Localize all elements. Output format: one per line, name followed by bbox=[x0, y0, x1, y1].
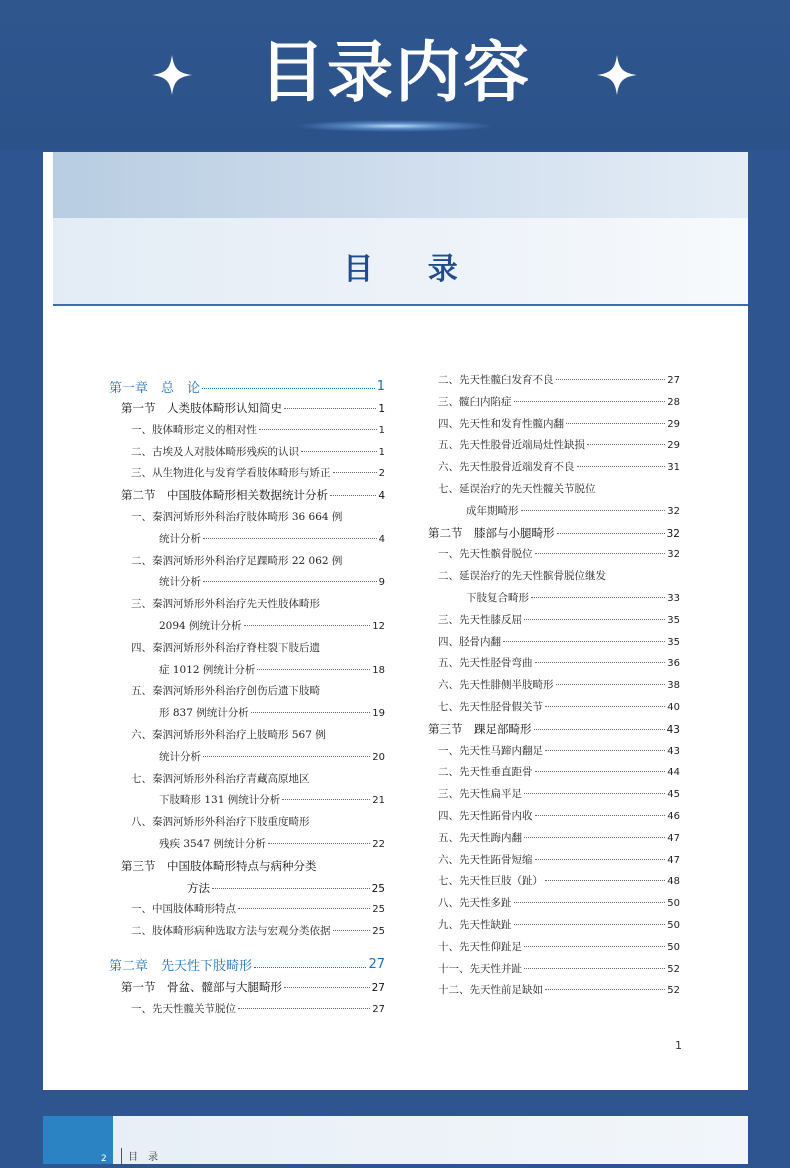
toc-entry[interactable] bbox=[109, 509, 385, 531]
toc-entry-title: 第一节 骨盆、髋部与大腿畸形 bbox=[121, 979, 282, 994]
toc-entry[interactable] bbox=[416, 982, 680, 1004]
dot-leader bbox=[514, 400, 666, 402]
dot-leader bbox=[503, 640, 665, 642]
toc-entry-title: 方法 bbox=[187, 880, 210, 895]
toc-entry-page: 27 bbox=[667, 375, 680, 386]
toc-heading: 目 录 bbox=[343, 252, 480, 287]
toc-entry[interactable] bbox=[416, 394, 680, 416]
toc-entry-title: 二、延误治疗的先天性髌骨脱位继发 bbox=[438, 570, 606, 583]
dot-leader bbox=[566, 422, 665, 424]
toc-entry[interactable] bbox=[109, 771, 385, 793]
dot-leader bbox=[259, 428, 377, 430]
header-band bbox=[53, 152, 748, 218]
dot-leader bbox=[577, 465, 666, 467]
toc-entry-title: 残疾 3547 例统计分析 bbox=[159, 837, 266, 850]
toc-entry[interactable] bbox=[416, 612, 680, 634]
toc-entry-page: 32 bbox=[667, 549, 680, 561]
dot-leader bbox=[535, 814, 666, 816]
dot-leader bbox=[524, 967, 665, 969]
toc-entry-page: 29 bbox=[667, 440, 680, 452]
toc-entry-page: 50 bbox=[667, 919, 680, 931]
dot-leader bbox=[534, 728, 665, 730]
toc-entry[interactable] bbox=[416, 786, 680, 808]
toc-entry-title: 二、先天性髋臼发育不良 bbox=[438, 374, 554, 386]
dot-leader bbox=[284, 407, 376, 409]
toc-entry-page: 25 bbox=[371, 882, 385, 895]
toc-entry-title: 十、先天性仰趾足 bbox=[438, 940, 522, 953]
toc-entry[interactable] bbox=[416, 481, 680, 503]
toc-entry-page: 50 bbox=[667, 898, 680, 910]
toc-entry-page: 18 bbox=[372, 664, 385, 676]
toc-entry-title: 八、秦泗河矫形外科治疗下肢重度畸形 bbox=[131, 816, 310, 829]
toc-entry-page: 47 bbox=[667, 832, 680, 844]
toc-page bbox=[43, 152, 748, 1090]
toc-entry-title: 第二章 先天性下肢畸形 bbox=[109, 959, 253, 975]
toc-entry[interactable] bbox=[109, 574, 385, 596]
dot-leader bbox=[244, 624, 371, 626]
toc-entry-title: 四、胫骨内翻 bbox=[438, 635, 501, 648]
toc-entry[interactable] bbox=[416, 416, 680, 438]
toc-entry-page: 25 bbox=[372, 926, 385, 938]
toc-entry[interactable] bbox=[109, 444, 385, 466]
dot-leader bbox=[556, 683, 666, 685]
toc-entry-title: 七、延误治疗的先天性髋关节脱位 bbox=[438, 482, 596, 495]
dot-leader bbox=[524, 618, 665, 620]
dot-leader bbox=[257, 668, 370, 670]
dot-leader bbox=[535, 552, 666, 554]
toc-entry-page: 21 bbox=[372, 795, 385, 807]
toc-entry-title: 第一节 人类肢体畸形认知简史 bbox=[121, 401, 282, 415]
toc-entry-page: 31 bbox=[667, 462, 680, 474]
dot-leader bbox=[268, 842, 370, 844]
toc-entry-title: 形 837 例统计分析 bbox=[159, 707, 249, 720]
toc-entry-page: 25 bbox=[372, 904, 385, 916]
dot-leader bbox=[545, 749, 665, 751]
banner-title: 目录内容 bbox=[259, 34, 531, 111]
toc-entry-page: 43 bbox=[666, 723, 680, 736]
toc-section[interactable] bbox=[416, 721, 680, 743]
dot-leader bbox=[301, 450, 377, 452]
dot-leader bbox=[514, 923, 666, 925]
toc-entry-title: 一、中国肢体畸形特点 bbox=[131, 903, 236, 916]
toc-entry[interactable] bbox=[416, 852, 680, 874]
toc-entry-page: 12 bbox=[372, 620, 385, 632]
dot-leader bbox=[545, 705, 665, 707]
next-page-number: 2 bbox=[101, 1154, 107, 1164]
toc-entry[interactable] bbox=[416, 459, 680, 481]
dot-leader bbox=[535, 770, 666, 772]
toc-entry[interactable] bbox=[416, 503, 680, 525]
sparkle-icon bbox=[597, 55, 637, 95]
toc-entry-page: 4 bbox=[378, 490, 385, 503]
toc-section[interactable] bbox=[109, 858, 385, 880]
toc-entry-title: 八、先天性多趾 bbox=[438, 897, 512, 910]
dot-leader bbox=[524, 792, 665, 794]
toc-entry-page: 38 bbox=[667, 680, 680, 692]
dot-leader bbox=[521, 509, 666, 511]
dot-leader bbox=[284, 986, 370, 988]
dot-leader bbox=[333, 471, 377, 473]
dot-leader bbox=[556, 378, 666, 380]
toc-entry[interactable] bbox=[109, 814, 385, 836]
dot-leader bbox=[251, 711, 371, 713]
toc-entry-page: 44 bbox=[667, 767, 680, 779]
toc-entry-title: 三、先天性扁平足 bbox=[438, 788, 522, 801]
toc-header bbox=[53, 218, 748, 306]
toc-entry-page: 28 bbox=[667, 396, 680, 408]
toc-entry[interactable] bbox=[416, 568, 680, 590]
next-page-preview bbox=[43, 1116, 748, 1164]
toc-entry[interactable] bbox=[109, 727, 385, 749]
toc-entry-page: 43 bbox=[667, 745, 680, 757]
toc-entry-page: 27 bbox=[371, 981, 385, 994]
toc-entry[interactable] bbox=[416, 546, 680, 568]
toc-entry-title: 五、先天性股骨近端局灶性缺损 bbox=[438, 439, 585, 452]
toc-entry-title: 三、先天性膝反屈 bbox=[438, 613, 522, 626]
dot-leader bbox=[535, 661, 666, 663]
toc-entry[interactable] bbox=[416, 939, 680, 961]
toc-entry-page: 32 bbox=[667, 505, 680, 517]
toc-entry[interactable] bbox=[109, 923, 385, 945]
dot-leader bbox=[238, 907, 370, 909]
toc-entry-page: 4 bbox=[378, 533, 385, 545]
toc-entry[interactable] bbox=[416, 917, 680, 939]
dot-leader bbox=[545, 988, 665, 990]
toc-entry-page: 27 bbox=[372, 1003, 385, 1015]
toc-entry-title: 下肢畸形 131 例统计分析 bbox=[159, 794, 281, 807]
banner bbox=[0, 0, 790, 150]
toc-right-column bbox=[416, 372, 680, 1004]
toc-entry-title: 二、古埃及人对肢体畸形残疾的认识 bbox=[131, 445, 299, 458]
dot-leader bbox=[587, 443, 665, 445]
dot-leader bbox=[514, 901, 666, 903]
dot-leader bbox=[203, 537, 377, 539]
toc-entry-page: 32 bbox=[666, 527, 680, 540]
toc-entry[interactable] bbox=[416, 830, 680, 852]
toc-entry-title: 统计分析 bbox=[159, 532, 201, 545]
toc-entry-title: 症 1012 例统计分析 bbox=[159, 663, 256, 676]
toc-entry[interactable] bbox=[416, 372, 680, 394]
toc-entry-page: 1 bbox=[378, 446, 385, 458]
toc-entry[interactable] bbox=[109, 662, 385, 684]
toc-entry[interactable] bbox=[109, 1001, 385, 1023]
toc-entry[interactable] bbox=[416, 699, 680, 721]
dot-leader bbox=[545, 879, 665, 881]
toc-entry-page: 20 bbox=[372, 751, 385, 763]
toc-entry-title: 一、先天性马蹄内翻足 bbox=[438, 744, 543, 757]
toc-entry-page: 35 bbox=[667, 614, 680, 626]
glow-divider bbox=[295, 120, 495, 132]
toc-entry-title: 第三节 踝足部畸形 bbox=[428, 721, 532, 736]
toc-entry[interactable] bbox=[416, 895, 680, 917]
toc-entry[interactable] bbox=[109, 553, 385, 575]
toc-entry-title: 六、先天性股骨近端发育不良 bbox=[438, 461, 575, 474]
toc-entry[interactable] bbox=[416, 873, 680, 895]
toc-entry-title: 统计分析 bbox=[159, 576, 201, 589]
toc-entry-title: 2094 例统计分析 bbox=[159, 619, 242, 632]
toc-entry[interactable] bbox=[109, 618, 385, 640]
toc-entry-page: 35 bbox=[667, 636, 680, 648]
toc-entry[interactable] bbox=[416, 808, 680, 830]
toc-section[interactable] bbox=[109, 400, 385, 422]
toc-entry-title: 七、秦泗河矫形外科治疗青藏高原地区 bbox=[131, 772, 310, 785]
toc-chapter[interactable] bbox=[109, 951, 385, 979]
toc-entry[interactable] bbox=[109, 596, 385, 618]
dot-leader bbox=[535, 858, 666, 860]
dot-leader bbox=[203, 755, 370, 757]
toc-entry[interactable] bbox=[416, 961, 680, 983]
toc-entry-title: 四、先天性跖骨内收 bbox=[438, 809, 533, 822]
toc-entry-title: 五、先天性踇内翻 bbox=[438, 831, 522, 844]
toc-entry-title: 六、先天性腓侧半肢畸形 bbox=[438, 679, 554, 692]
toc-entry-page: 19 bbox=[372, 708, 385, 720]
dot-leader bbox=[238, 1007, 370, 1009]
toc-entry-page: 29 bbox=[667, 418, 680, 430]
toc-entry-title: 二、先天性垂直距骨 bbox=[438, 766, 533, 779]
toc-entry-title: 下肢复合畸形 bbox=[466, 591, 529, 604]
toc-entry[interactable] bbox=[109, 683, 385, 705]
toc-entry-page: 52 bbox=[667, 985, 680, 997]
toc-entry-page: 52 bbox=[667, 963, 680, 975]
toc-entry-title: 三、髋臼内陷症 bbox=[438, 395, 512, 408]
toc-entry-page: 2 bbox=[378, 468, 385, 480]
toc-entry-page: 27 bbox=[368, 957, 385, 973]
dot-leader bbox=[202, 387, 375, 389]
toc-entry[interactable] bbox=[109, 640, 385, 662]
toc-entry-title: 三、秦泗河矫形外科治疗先天性肢体畸形 bbox=[131, 598, 320, 611]
dot-leader bbox=[524, 945, 665, 947]
toc-section[interactable] bbox=[109, 979, 385, 1001]
next-page-label: 目 录 bbox=[121, 1148, 158, 1164]
toc-section[interactable] bbox=[109, 880, 385, 902]
toc-entry-title: 七、先天性胫骨假关节 bbox=[438, 700, 543, 713]
dot-leader bbox=[282, 798, 370, 800]
toc-entry-page: 50 bbox=[667, 941, 680, 953]
toc-entry-page: 36 bbox=[667, 658, 680, 670]
toc-section[interactable] bbox=[109, 487, 385, 509]
toc-entry-title: 七、先天性巨肢（趾） bbox=[438, 875, 543, 888]
toc-entry-page: 1 bbox=[376, 378, 385, 394]
toc-entry[interactable] bbox=[109, 749, 385, 771]
toc-entry-title: 一、肢体畸形定义的相对性 bbox=[131, 423, 257, 436]
toc-entry-title: 一、先天性髋关节脱位 bbox=[131, 1002, 236, 1015]
page-number: 1 bbox=[675, 1039, 682, 1052]
toc-entry-page: 1 bbox=[378, 403, 385, 415]
toc-entry-page: 9 bbox=[378, 577, 385, 589]
toc-entry-title: 一、秦泗河矫形外科治疗肢体畸形 36 664 例 bbox=[131, 510, 343, 523]
toc-entry[interactable] bbox=[109, 705, 385, 727]
toc-entry-title: 第二节 膝部与小腿畸形 bbox=[428, 525, 555, 540]
toc-left-column bbox=[109, 372, 385, 1023]
toc-entry-page: 1 bbox=[378, 424, 385, 436]
toc-entry-title: 十一、先天性并趾 bbox=[438, 962, 522, 975]
toc-entry-title: 三、从生物进化与发育学看肢体畸形与矫正 bbox=[131, 467, 331, 480]
toc-section[interactable] bbox=[416, 525, 680, 547]
toc-entry[interactable] bbox=[109, 792, 385, 814]
dot-leader bbox=[524, 836, 665, 838]
toc-entry-title: 四、秦泗河矫形外科治疗脊柱裂下肢后遗 bbox=[131, 641, 320, 654]
toc-entry[interactable] bbox=[416, 677, 680, 699]
toc-entry[interactable] bbox=[416, 590, 680, 612]
dot-leader bbox=[203, 580, 377, 582]
toc-entry-page: 22 bbox=[372, 838, 385, 850]
toc-entry-page: 45 bbox=[667, 789, 680, 801]
toc-entry-title: 五、先天性胫骨弯曲 bbox=[438, 657, 533, 670]
toc-entry-page: 48 bbox=[667, 876, 680, 888]
toc-entry-page: 40 bbox=[667, 701, 680, 713]
toc-entry-title: 四、先天性和发育性髋内翻 bbox=[438, 417, 564, 430]
dot-leader bbox=[330, 494, 376, 496]
toc-entry-page: 33 bbox=[667, 592, 680, 604]
toc-entry[interactable] bbox=[416, 634, 680, 656]
toc-entry[interactable] bbox=[416, 655, 680, 677]
toc-entry[interactable] bbox=[416, 437, 680, 459]
toc-entry[interactable] bbox=[109, 901, 385, 923]
toc-entry[interactable] bbox=[109, 836, 385, 858]
toc-entry[interactable] bbox=[109, 422, 385, 444]
toc-entry-title: 统计分析 bbox=[159, 750, 201, 763]
toc-entry-title: 一、先天性髌骨脱位 bbox=[438, 548, 533, 561]
toc-entry-title: 九、先天性缺趾 bbox=[438, 918, 512, 931]
toc-entry[interactable] bbox=[109, 465, 385, 487]
toc-entry-title: 十二、先天性前足缺如 bbox=[438, 984, 543, 997]
toc-entry-title: 第一章 总 论 bbox=[109, 380, 201, 396]
toc-entry-title: 二、肢体畸形病种选取方法与宏观分类依据 bbox=[131, 925, 331, 938]
toc-entry-title: 第二节 中国肢体畸形相关数据统计分析 bbox=[121, 488, 328, 503]
toc-entry-title: 五、秦泗河矫形外科治疗创伤后遗下肢畸 bbox=[131, 685, 320, 698]
toc-entry[interactable] bbox=[416, 743, 680, 765]
toc-entry-title: 六、秦泗河矫形外科治疗上肢畸形 567 例 bbox=[131, 728, 326, 741]
toc-entry-title: 二、秦泗河矫形外科治疗足踝畸形 22 062 例 bbox=[131, 554, 343, 567]
dot-leader bbox=[531, 596, 665, 598]
toc-entry[interactable] bbox=[416, 764, 680, 786]
toc-entry-title: 第三节 中国肢体畸形特点与病种分类 bbox=[121, 858, 317, 873]
toc-entry[interactable] bbox=[109, 531, 385, 553]
dot-leader bbox=[254, 966, 366, 968]
toc-entry-title: 成年期畸形 bbox=[466, 504, 519, 517]
toc-entry-title: 六、先天性跖骨短缩 bbox=[438, 853, 533, 866]
toc-chapter[interactable] bbox=[109, 372, 385, 400]
dot-leader bbox=[212, 887, 370, 889]
toc-entry-page: 46 bbox=[667, 810, 680, 822]
dot-leader bbox=[557, 532, 665, 534]
dot-leader bbox=[333, 929, 371, 931]
toc-entry-page: 47 bbox=[667, 854, 680, 866]
